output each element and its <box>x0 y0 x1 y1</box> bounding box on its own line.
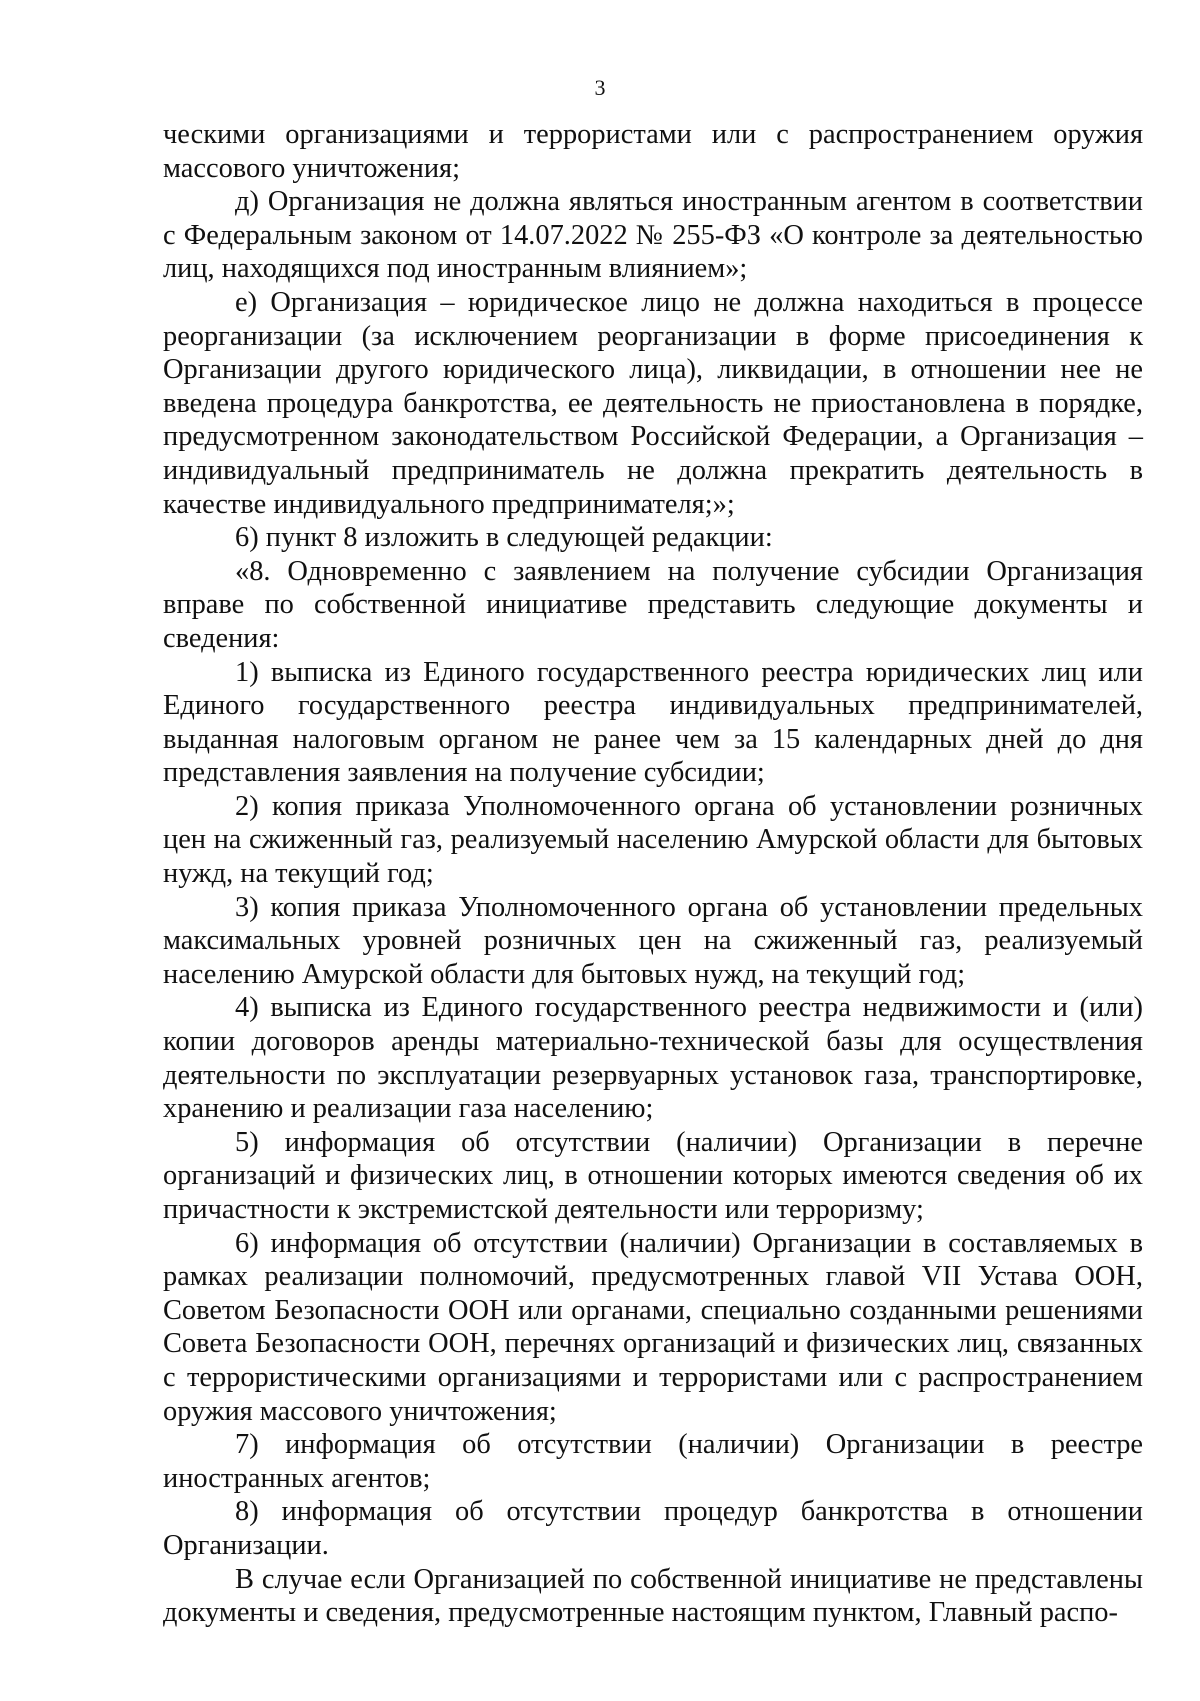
paragraph-list-item-1: 1) выписка из Единого государственного реестра юридических лиц или Единого государственного реестра индивидуальных предпринимателей, выданная налоговым органом не ранее чем за 15 календарных дней до дня представления заявления на получение субсидии; <box>163 656 1143 789</box>
paragraph-point-8: «8. Одновременно с заявлением на получение субсидии Организация вправе по собственной инициативе представить следующие документы и сведения: <box>163 555 1143 654</box>
paragraph-list-item-5: 5) информация об отсутствии (наличии) Организации в перечне организаций и физических лиц, в отношении которых имеются сведения об их причастности к экстремистской деятельности или терроризму; <box>163 1126 1143 1225</box>
paragraph-list-item-2: 2) копия приказа Уполномоченного органа об установлении розничных цен на сжиженный газ, реализуемый населению Амурской области для бытовых нужд, на текущий год; <box>163 790 1143 890</box>
paragraph-item-d: д) Организация не должна являться иностранным агентом в соответствии с Федеральным законом от 14.07.2022 № 255-ФЗ «О контроле за деятельностью лиц, находящихся под иностранным влиянием»; <box>163 186 1143 285</box>
paragraph-closing: В случае если Организацией по собственной инициативе не представлены документы и сведения, предусмотренные настоящим пунктом, Главный распо- <box>163 1563 1143 1629</box>
paragraph-continuation: ческими организациями и террористами или с распространением оружия массового уничтожения; <box>163 119 1143 184</box>
paragraph-list-item-8: 8) информация об отсутствии процедур банкротства в отношении Организации. <box>163 1496 1143 1561</box>
paragraph-list-item-6: 6) информация об отсутствии (наличии) Организации в составляемых в рамках реализации полномочий, предусмотренных главой VII Устава ООН, Советом Безопасности ООН или органами, специально созданными решениями Совета Безопасности ООН, перечнях организаций и физических лиц, связанных с террористическими организациями и террористами или с распространением оружия массового уничтожения; <box>163 1227 1143 1427</box>
paragraph-item-e: е) Организация – юридическое лицо не должна находиться в процессе реорганизации (за исключением реорганизации в форме присоединения к Организации другого юридического лица), ликвидации, в отношении нее не введена процедура банкротства, ее деятельность не приостановлена в порядке, предусмотренном законодательством Российской Федерации, а Организация – индивидуальный предприниматель не должна прекратить деятельность в качестве индивидуального предпринимателя;»; <box>163 286 1143 520</box>
paragraph-list-item-3: 3) копия приказа Уполномоченного органа об установлении предельных максимальных уровней розничных цен на сжиженный газ, реализуемый населению Амурской области для бытовых нужд, на текущий год; <box>163 891 1143 990</box>
paragraph-list-item-4: 4) выписка из Единого государственного реестра недвижимости и (или) копии договоров аренды материально-технической базы для осуществления деятельности по эксплуатации резервуарных установок газа, транспортировке, хранению и реализации газа населению; <box>163 992 1143 1125</box>
document-body <box>163 118 1143 1630</box>
paragraph-list-item-7: 7) информация об отсутствии (наличии) Организации в реестре иностранных агентов; <box>163 1429 1143 1494</box>
paragraph-amendment-6: 6) пункт 8 изложить в следующей редакции: <box>235 522 773 554</box>
page-number: 3 <box>594 75 606 100</box>
